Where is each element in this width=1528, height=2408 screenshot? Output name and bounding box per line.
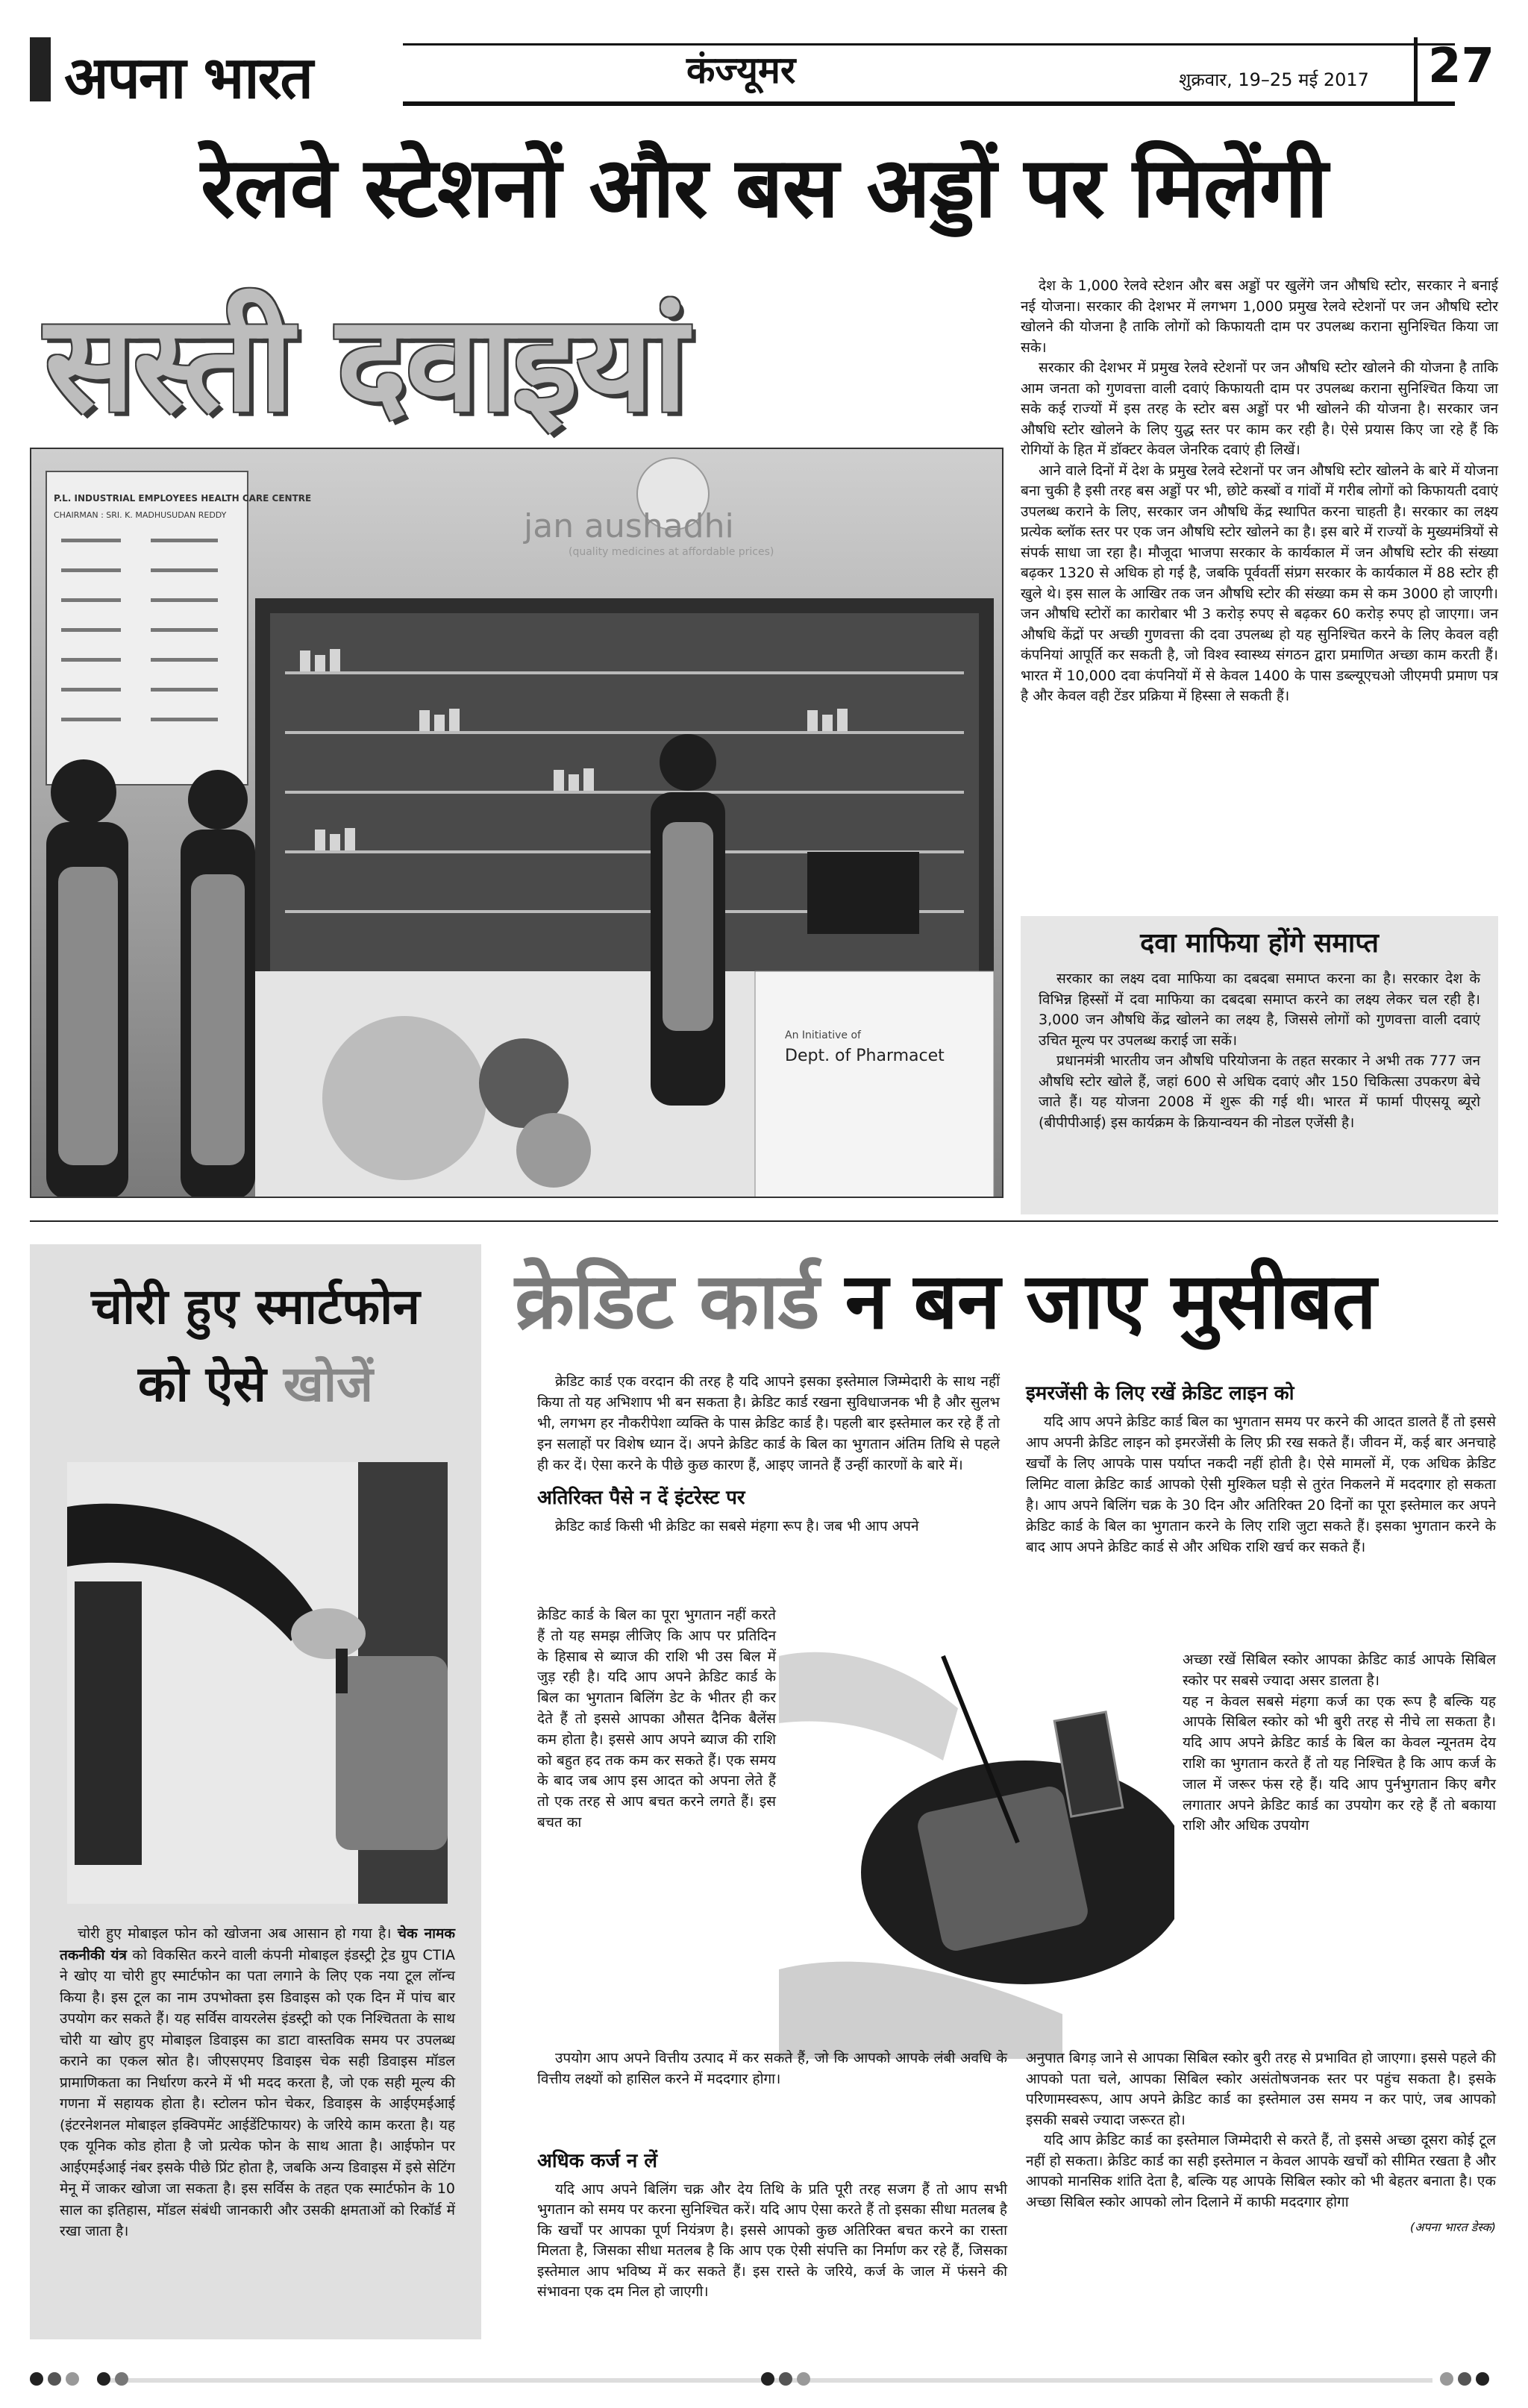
phone-story-title-line2 xyxy=(30,1349,481,1416)
footer-dot xyxy=(30,2372,43,2386)
debt-section xyxy=(537,2139,1007,2303)
interest-lead: क्रेडिट कार्ड किसी भी क्रेडिट का सबसे मंहगा रूप है। जब भी आप अपने xyxy=(555,1518,919,1534)
footer-dot xyxy=(779,2372,792,2386)
footer-dot xyxy=(1458,2372,1471,2386)
phone-body-bold: चेक नामक तकनीकी यंत्र xyxy=(60,1925,455,1963)
main-paragraph: आने वाले दिनों में देश के प्रमुख रेलवे स्टेशनों पर जन औषधि स्टोर खोलने के बारे में योजना बना चुकी है इसी तरह बस अड्डों पर भी, छोटे कस्बों व गांवों में गरीब लोगों को किफायती दवाएं उपलब्ध कराने के लिए, सरकार जन औषधि केंद्र स्थापित करना चाहती है। सरकार का लक्ष्य प्रत्येक ब्लॉक स्तर पर एक जन औषधि स्टोर खोलने का है। इस बारे में राज्यों के मुख्यमंत्रियों से संपर्क साधा जा रहा है। मौजूदा भाजपा सरकार के कार्यकाल में जन औषधि स्टोर की संख्या बढ़कर 1320 से अधिक हो गई है, जबकि पूर्ववर्ती संप्रग सरकार के कार्यकाल में 88 स्टोर ही खुले थे। इस साल के आखिर तक जन औषधि स्टोर की संख्या कम से कम 3000 हो जाएगी। जन औषधि स्टोरों का कारोबार भी 3 करोड़ रुपए से बढ़कर 60 करोड़ रुपए हो जाएगा। जन औषधि केंद्रों पर अच्छी गुणवत्ता की दवा उपलब्ध हो यह सुनिश्चित करने के लिए केवल वही कंपनियां आपूर्ति कर सकती है, जो विश्व स्वास्थ्य संगठन द्वारा प्रमाणित अच्छा काम करती हैं। भारत में 10,000 दवा कंपनियों में से केवल 1400 के पास डब्ल्यूएचओ जीएमपी प्रमाण पत्र है और केवल वही टेंडर प्रक्रिया में हिस्सा ले सकती हैं। xyxy=(1021,462,1498,704)
drug-mafia-paragraph: सरकार का लक्ष्य दवा माफिया का दबदबा समाप्त करना का है। सरकार देश के विभिन्न हिस्सों में दवा माफिया का दबदबा समाप्त करने का लक्ष्य लेकर चल रही है। 3,000 जन औषधि केंद्र खोलने का लक्ष्य है, जिससे लोगों को गुणवत्ता वाली दवाएं उचित मूल्य पर उपलब्ध कराई जा सकें। xyxy=(1039,971,1480,1049)
footer-ornament xyxy=(30,2371,1498,2390)
jan-aushadhi-store-photo xyxy=(30,448,1003,1198)
cibil-narrow-column xyxy=(1183,1650,1496,1837)
interest-narrow-column xyxy=(537,1605,776,1834)
cibil-end: अनुपात बिगड़ जाने से आपका सिबिल स्कोर बुरी तरह से प्रभावित हो जाएगा। इससे पहले की आपको पता चले, आपका सिबिल स्कोर असंतोषजनक स्तर पर पहुंच सकता है। इसके परिणामस्वरूप, आप अपने क्रेडिट कार्ड का इस्तेमाल उस समय न कर पाएं, जब आपको इसकी सबसे ज्यादा जरूरत हो। xyxy=(1026,2050,1496,2128)
interest-narrow-text: क्रेडिट कार्ड के बिल का पूरा भुगतान नहीं करते हैं तो यह समझ लीजिए कि आप पर प्रतिदिन के हिसाब से ब्याज की राशि भी उस बिल में जुड़ रही है। यदि आप अपने क्रेडिट कार्ड के बिल का भुगतान बिलिंग डेट के भीतर ही कर देते हैं तो इससे आपका औसत दैनिक बैलेंस कम होता है। इससे आप अपने ब्याज की राशि को बहुत हद तक कम कर सकते हैं। एक समय के बाद जब आप इस आदत को अपना लेते हैं तो एक तरह से आप बचत करने लगते हैं। इस बचत का xyxy=(537,1607,776,1831)
masthead xyxy=(30,27,1498,112)
newspaper-logo: अपना भारत xyxy=(64,44,312,112)
footer-dot xyxy=(48,2372,61,2386)
signboard-text-2: CHAIRMAN : SRI. K. MADHUSUDAN REDDY xyxy=(54,510,227,520)
phone-title-emphasis: खोजें xyxy=(283,1355,373,1413)
phone-story-body xyxy=(60,1923,455,2242)
footer-dot xyxy=(115,2372,128,2386)
main-headline: रेलवे स्टेशनों और बस अड्डों पर मिलेंगी xyxy=(200,139,1328,236)
emergency-text: यदि आप अपने क्रेडिट कार्ड बिल का भुगतान समय पर करने की आदत डालते हैं तो इससे आप अपनी क्रेडिट लाइन को इमरजेंसी के लिए फ्री रख सकते हैं। जीवन में, कई बार अनचाहे खर्चों के लिए आपके पास पर्याप्त नकदी नहीं होती है। ऐसे मामलों में, एक अधिक क्रेडिट लिमिट वाला क्रेडिट कार्ड आपको ऐसी मुश्किल घड़ी से तुरंत निकलने में मददगार हो सकता है। आप अपने बिलिंग चक्र के 30 दिन और अतिरिक्त 20 दिनों का पूरा इस्तेमाल कर अपने क्रेडिट कार्ड के बिल का भुगतान करने के लिए राशि जुटा सकते हैं। इसका भुगतान करने के बाद आप अपने क्रेडिट कार्ड से और अधिक राशि खर्च कर सकते हैं। xyxy=(1026,1414,1496,1555)
section-divider xyxy=(30,1220,1498,1222)
phone-story-panel xyxy=(30,1244,481,2339)
credit-headline-rest: न बन जाए मुसीबत xyxy=(818,1255,1376,1346)
credit-intro: क्रेडिट कार्ड एक वरदान की तरह है यदि आपने इसका इस्तेमाल जिम्मेदारी के साथ नहीं किया तो यह अभिशाप भी बन सकता है। क्रेडिट कार्ड रखना सुविधाजनक भी है और सुलभ भी, लगभग हर नौकरीपेशा व्यक्ति के पास क्रेडिट कार्ड है। पहली बार इस्तेमाल कर रहे हैं तो इन सलाहों पर विशेष ध्यान दें। अपने क्रेडिट कार्ड के बिल का भुगतान अंतिम तिथि से पहले ही कर दें। ऐसा करने के पीछे कुछ कारण हैं, आइए जानते हैं उन्हीं कारणों के बारे में। xyxy=(537,1373,1000,1473)
masthead-bar xyxy=(30,37,51,101)
counter-initiative-text: An Initiative of xyxy=(785,1029,861,1041)
phone-title-part: को ऐसे xyxy=(138,1355,284,1413)
credit-headline-emphasis: क्रेडिट कार्ड xyxy=(515,1255,819,1346)
cibil-narrow-text: यह न केवल सबसे मंहगा कर्ज का एक रूप है बल्कि यह आपके सिबिल स्कोर को भी बुरी तरह से नीचे ला सकता है। यदि आप अपने क्रेडिट कार्ड के बिल का केवल न्यूनतम देय राशि का भुगतान करते हैं तो यह निश्चित है कि आप कर्ज के जाल में जरूर फंस रहे हैं। यदि आप पुर्नभुगतान किए बगैर लगातार अपने क्रेडिट कार्ड का उपयोग कर रहे हैं तो बकाया राशि और अधिक उपयोग xyxy=(1183,1693,1496,1834)
phone-story-title-line1: चोरी हुए स्मार्टफोन xyxy=(91,1278,420,1335)
cibil-lead: अच्छा रखें सिबिल स्कोर आपका क्रेडिट कार्ड आपके सिबिल स्कोर पर सबसे ज्यादा असर डालता है। xyxy=(1183,1652,1496,1689)
drug-mafia-paragraph: प्रधानमंत्री भारतीय जन औषधि परियोजना के तहत सरकार ने अभी तक 777 जन औषधि स्टोर खोले हैं, जहां 600 से अधिक दवाएं और 150 चिकित्सा उपकरण बेचे जाते हैं। यह योजना 2008 में शुरू की गई थी। भारत में फार्मा पीएसयू ब्यूरो (बीपीपीआई) इस कार्यक्रम के क्रियान्वयन की नोडल एजेंसी है। xyxy=(1039,1053,1480,1131)
main-paragraph: देश के 1,000 रेलवे स्टेशन और बस अड्डों पर खुलेंगे जन औषधि स्टोर, सरकार ने बनाई नई योजना। सरकार की देशभर में लगभग 1,000 प्रमुख रेलवे स्टेशनों पर जन औषधि स्टोर खोलने की योजना है ताकि लोगों को किफायती दाम पर उपलब्ध कराना सुनिश्चित किया जा सके। xyxy=(1021,278,1498,356)
interest-end: उपयोग आप अपने वित्तीय उत्पाद में कर सकते हैं, जो कि आपको आपके लंबी अवधि के वित्तीय लक्ष्यों को हासिल करने में मददगार होगा। xyxy=(537,2050,1007,2087)
signboard-text-1: P.L. INDUSTRIAL EMPLOYEES HEALTH CARE CENTRE xyxy=(54,493,312,504)
pickpocket-photo xyxy=(67,1462,448,1904)
interest-subheading: अतिरिक्त पैसे न दें इंटरेस्ट पर xyxy=(537,1487,745,1509)
page-number: 27 xyxy=(1428,39,1495,94)
credit-card-headline xyxy=(515,1246,1498,1351)
header-rule-bottom xyxy=(403,101,1455,106)
section-title: कंज्यूमर xyxy=(686,48,796,92)
footer-dot xyxy=(66,2372,79,2386)
card-swipe-photo xyxy=(779,1626,1174,2059)
drug-mafia-box xyxy=(1021,916,1498,1214)
phone-body-rest: को विकसित करने वाली कंपनी मोबाइल इंडस्ट्री ट्रेड ग्रुप CTIA ने खोए या चोरी हुए स्मार्टफोन का पता लगाने के लिए एक नया टूल लॉन्च किया है। इस टूल का नाम उपभोक्ता इस डिवाइस को एक दिन में पांच बार उपयोग कर सकते हैं। यह सर्विस वायरलेस इंडस्ट्री को एक निश्चितता के साथ चोरी या खोए हुए मोबाइल डिवाइस का डाटा वास्तविक समय पर उपलब्ध कराने का एकल स्रोत है। जीएसएमए डिवाइस चेक सही डिवाइस मॉडल प्रामाणिकता का निर्धारण करने में भी मदद करता है, जो एक सही मूल्य की गणना में सहायक होता है। स्टोलन फोन चेकर, डिवाइस के आईएमईआई (इंटरनेशनल मोबाइल इक्विपमेंट आईडेंटिफायर) के जरिये काम करता है। यह एक यूनिक कोड होता है जो प्रत्येक फोन के साथ आता है। आईफोन पर आईएमईआई नंबर इसके पीछे प्रिंट होता है, जबकि अन्य डिवाइस में इसे सेटिंग मेनू में जाकर खोजा जा सकता है। इस सर्विस के तहत एक स्मार्टफोन के 10 साल का इतिहास, मॉडल संबंधी जानकारी और उसकी क्षमताओं को रिकॉर्ड में रखा जाता है। xyxy=(60,1946,455,2239)
issue-date: शुक्रवार, 19–25 मई 2017 xyxy=(1179,69,1369,90)
main-paragraph: सरकार की देशभर में प्रमुख रेलवे स्टेशनों पर जन औषधि स्टोर खोलने की योजना है ताकि आम जनता को गुणवत्ता वाली दवाएं किफायती दाम पर उपलब्ध कराना सुनिश्चित किया जा सके कई राज्यों में इस तरह के स्टोर बस अड्डों पर भी खोलने की योजना है। सरकार जन औषधि स्टोर खोलने के लिए युद्ध स्तर पर काम कर रही है। ऐसे प्रयास किए जा रहे हैं कि रोगियों के हित में डॉक्टर केवल जेनरिक दवाएं ही लिखें। xyxy=(1021,360,1498,458)
footer-dot xyxy=(1440,2372,1453,2386)
jan-aushadhi-tagline: (quality medicines at affordable prices) xyxy=(569,546,774,558)
footer-dot xyxy=(797,2372,810,2386)
main-article-body xyxy=(1021,276,1498,707)
counter-dept-text: Dept. of Pharmacet xyxy=(785,1047,945,1065)
header-rule-top xyxy=(403,43,1455,46)
phone-body-lead: चोरी हुए मोबाइल फोन को खोजना अब आसान हो गया है। xyxy=(78,1925,398,1942)
desk-credit: (अपना भारत डेस्क) xyxy=(1409,2220,1496,2234)
page-number-separator xyxy=(1414,37,1418,104)
jan-aushadhi-sign: jan aushadhi xyxy=(524,507,734,545)
main-headline-emphasis: सस्ती दवाइयां xyxy=(45,286,686,441)
emergency-section xyxy=(1026,1371,1496,1558)
emergency-subheading: इमरजेंसी के लिए रखें क्रेडिट लाइन को xyxy=(1026,1382,1294,1405)
debt-subheading: अधिक कर्ज न लें xyxy=(537,2150,658,2172)
footer-dot xyxy=(1476,2372,1489,2386)
closing-paragraph: यदि आप क्रेडिट कार्ड का इस्तेमाल जिम्मेदारी से करते हैं, तो इससे अच्छा दूसरा कोई टूल नहीं हो सकता। क्रेडिट कार्ड का सही इस्तेमाल न केवल आपके खर्चों को सीमित रखता है और आपको मानसिक शांति देता है, बल्कि यह आपके सिबिल स्कोर को भी बेहतर बनाता है। एक अच्छा सिबिल स्कोर आपको लोन दिलाने में काफी मददगार होगा xyxy=(1026,2132,1496,2210)
debt-text: यदि आप अपने बिलिंग चक्र और देय तिथि के प्रति पूरी तरह सजग हैं तो आप सभी भुगतान को समय पर करना सुनिश्चित करें। यदि आप ऐसा करते हैं तो इसका सीधा मतलब है कि खर्चों पर आपका पूर्ण नियंत्रण है। इससे आपको कुछ अतिरिक्त बचत करने का रास्ता मिलता है, जिसका सीधा मतलब है कि आप एक ऐसी संपत्ति का निर्माण कर रहे हैं, जिसका इस्तेमाल आप भविष्य में कर सकते हैं। इस रास्ते के जरिये, कर्ज के जाल में फंसने की संभावना एक दम निल हो जाएगी। xyxy=(537,2180,1007,2300)
footer-dot xyxy=(97,2372,110,2386)
footer-dot xyxy=(761,2372,774,2386)
drug-mafia-title: दवा माफिया होंगे समाप्त xyxy=(1140,928,1379,959)
cibil-end-column xyxy=(1026,2048,1496,2238)
credit-intro-column xyxy=(537,1371,1000,1537)
